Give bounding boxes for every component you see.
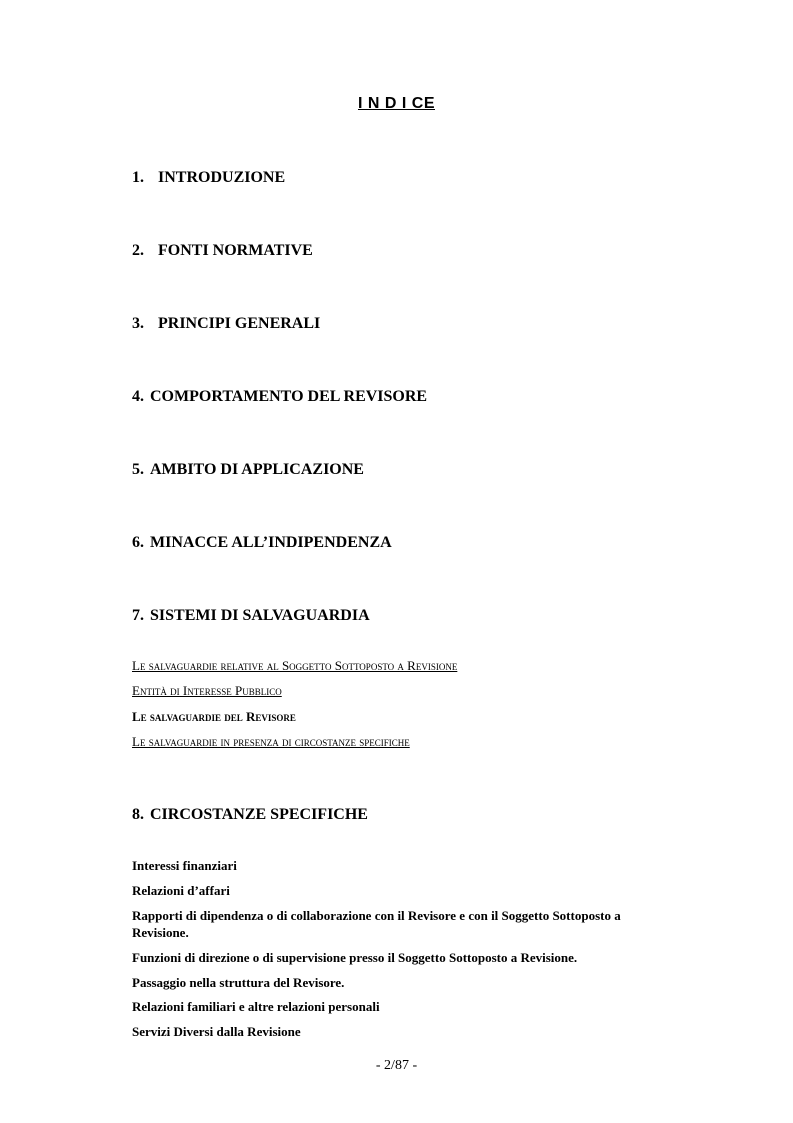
toc-section-ambito-di-applicazione[interactable] (132, 461, 364, 479)
section-label: AMBITO DI APPLICAZIONE (150, 461, 364, 478)
toc-section-comportamento-del-revisore[interactable] (132, 388, 427, 406)
section-number: 3. (132, 315, 144, 332)
toc-section-minacce-indipendenza[interactable] (132, 534, 392, 552)
section-label: SISTEMI DI SALVAGUARDIA (150, 607, 370, 624)
toc-section-fonti-normative[interactable] (132, 242, 313, 260)
toc-item-passaggio-struttura[interactable]: Passaggio nella struttura del Revisore. (132, 975, 345, 990)
toc-link-salvaguardie-soggetto[interactable]: Le salvaguardie relative al Soggetto Sottoposto a Revisione (132, 658, 458, 673)
page-number: - 2/87 - (375, 1058, 418, 1073)
toc-item-relazioni-affari[interactable]: Relazioni d’affari (132, 883, 230, 898)
section-label: COMPORTAMENTO DEL REVISORE (150, 388, 428, 405)
toc-section-principi-generali[interactable] (132, 315, 320, 333)
section-label: FONTI NORMATIVE (158, 242, 313, 259)
toc-link-salvaguardie-circostanze[interactable]: Le salvaguardie in presenza di circostanze specifiche (132, 734, 410, 749)
toc-item-servizi-diversi[interactable]: Servizi Diversi dalla Revisione (132, 1024, 301, 1039)
toc-section-sistemi-di-salvaguardia[interactable] (132, 607, 370, 625)
section-number: 1. (132, 169, 144, 186)
toc-item-salvaguardie-revisore[interactable]: Le salvaguardie del Revisore (132, 709, 296, 724)
section-label: CIRCOSTANZE SPECIFICHE (150, 806, 368, 823)
toc-item-relazioni-familiari[interactable]: Relazioni familiari e altre relazioni personali (132, 999, 380, 1014)
toc-item-interessi-finanziari[interactable]: Interessi finanziari (132, 858, 237, 873)
toc-link-entita-interesse-pubblico[interactable]: Entità di Interesse Pubblico (132, 683, 282, 698)
section-number: 2. (132, 242, 144, 259)
section-number: 4. (132, 388, 144, 405)
toc-item-rapporti-dipendenza[interactable]: Rapporti di dipendenza o di collaborazione con il Revisore e con il Soggetto Sottoposto a Revisione. (132, 908, 621, 940)
section-label: PRINCIPI GENERALI (158, 315, 321, 332)
section-number: 8. (132, 806, 144, 823)
toc-section-introduzione[interactable] (132, 169, 285, 187)
section-label: MINACCE ALL’INDIPENDENZA (150, 534, 392, 551)
section-label: INTRODUZIONE (158, 169, 286, 186)
page-title: I N D I CE (357, 95, 435, 112)
section-number: 6. (132, 534, 144, 551)
toc-item-funzioni-direzione[interactable]: Funzioni di direzione o di supervisione presso il Soggetto Sottoposto a Revisione. (132, 950, 578, 965)
section-number: 7. (132, 607, 144, 624)
section-number: 5. (132, 461, 144, 478)
toc-section-circostanze-specifiche[interactable] (132, 806, 368, 824)
